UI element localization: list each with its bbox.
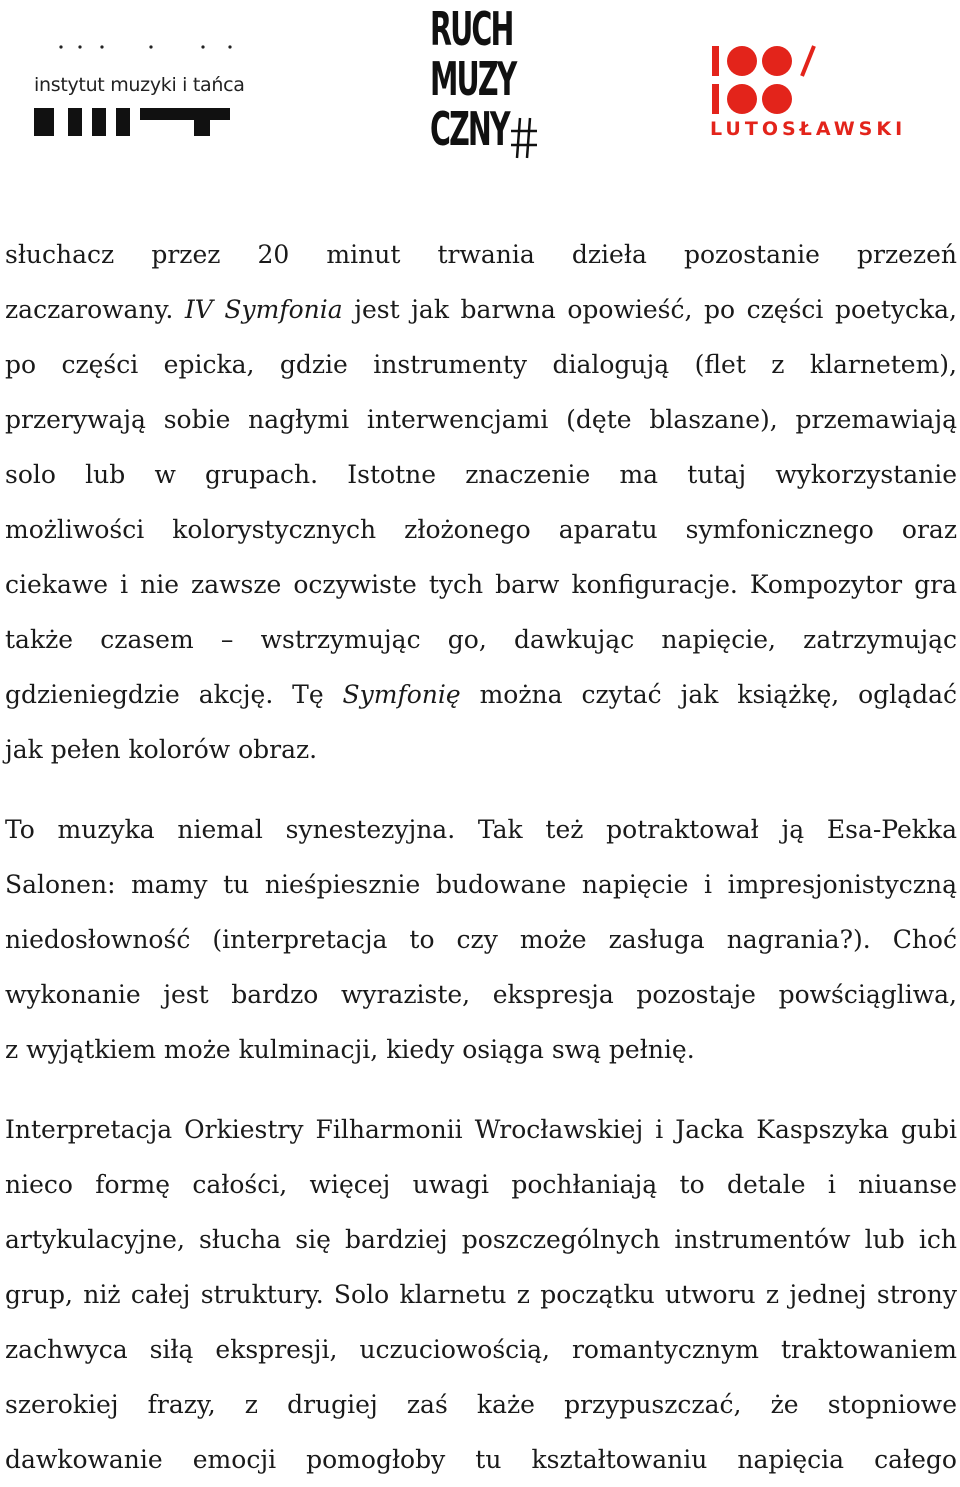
hash-icon [510,116,538,160]
paragraph [5,802,957,1077]
ruch-logo-line-1: RUCH [430,2,513,56]
text-line: wykonanie jest bardzo wyraziste, ekspresja pozostaje powściągliwa, [5,980,957,1009]
text-line: gdzieniegdzie akcję. Tę Symfonię można czytać jak książkę, oglądać [5,680,957,709]
text-line: przerywają sobie nagłymi interwencjami (dęte blaszane), przemawiają [5,405,957,434]
text-line: po części epicka, gdzie instrumenty dialogują (flet z klarnetem), [5,350,957,379]
text-line: grup, niż całej struktury. Solo klarnetu z początku utworu z jednej strony [5,1280,957,1309]
text-line: artykulacyjne, słucha się bardziej poszczególnych instrumentów lub ich [5,1225,957,1254]
imit-logo-text: instytut muzyki i tańca [34,74,245,96]
text-line: dawkowanie emocji pomogłoby tu kształtowaniu napięcia całego [5,1445,957,1474]
text-line: słuchacz przez 20 minut trwania dzieła pozostanie przezeń [5,240,957,269]
lutoslawski-logo-text: LUTOSŁAWSKI [710,118,907,140]
imit-dots-graphic [58,40,238,52]
text-line: także czasem – wstrzymując go, dawkując napięcie, zatrzymując [5,625,957,654]
ruch-logo-line-3: CZNY [430,102,509,156]
text-line: jak pełen kolorów obraz. [5,735,318,764]
italic-title: IV Symfonia [184,295,343,324]
text-line: nieco formę całości, więcej uwagi pochłaniają to detale i niuanse [5,1170,957,1199]
lutoslawski-100-graphic [710,42,940,118]
ruch-logo-line-2: MUZY [430,52,516,106]
italic-title: Symfonię [342,680,461,709]
text-line: Salonen: mamy tu nieśpiesznie budowane napięcie i impresjonistyczną [5,870,957,899]
ruch-muzyczny-logo [430,4,540,164]
paragraph [5,1102,957,1487]
lutoslawski-100-logo [710,42,940,152]
text-line: zaczarowany. IV Symfonia jest jak barwna opowieść, po części poetycka, [5,295,958,324]
text-line: To muzyka niemal synestezyjna. Tak też potraktował ją Esa-Pekka [5,815,957,844]
text-line: niedosłowność (interpretacja to czy może zasługa nagrania?). Choć [5,925,957,954]
text-line: z wyjątkiem może kulminacji, kiedy osiąga swą pełnię. [5,1035,695,1064]
page-header [0,0,960,180]
text-line: solo lub w grupach. Istotne znaczenie ma tutaj wykorzystanie [5,460,957,489]
text-line: ciekawe i nie zawsze oczywiste tych barw konfiguracje. Kompozytor gra [5,570,957,599]
text-line: Interpretacja Orkiestry Filharmonii Wrocławskiej i Jacka Kaspszyka gubi [5,1115,957,1144]
text-line: możliwości kolorystycznych złożonego aparatu symfonicznego oraz [5,515,957,544]
text-line: zachwyca siłą ekspresji, uczuciowością, romantycznym traktowaniem [5,1335,957,1364]
imit-bars-graphic [34,104,230,140]
article-body [5,227,957,1487]
paragraph [5,227,957,777]
imit-logo [30,40,245,140]
text-line: szerokiej frazy, z drugiej zaś każe przypuszczać, że stopniowe [5,1390,957,1419]
